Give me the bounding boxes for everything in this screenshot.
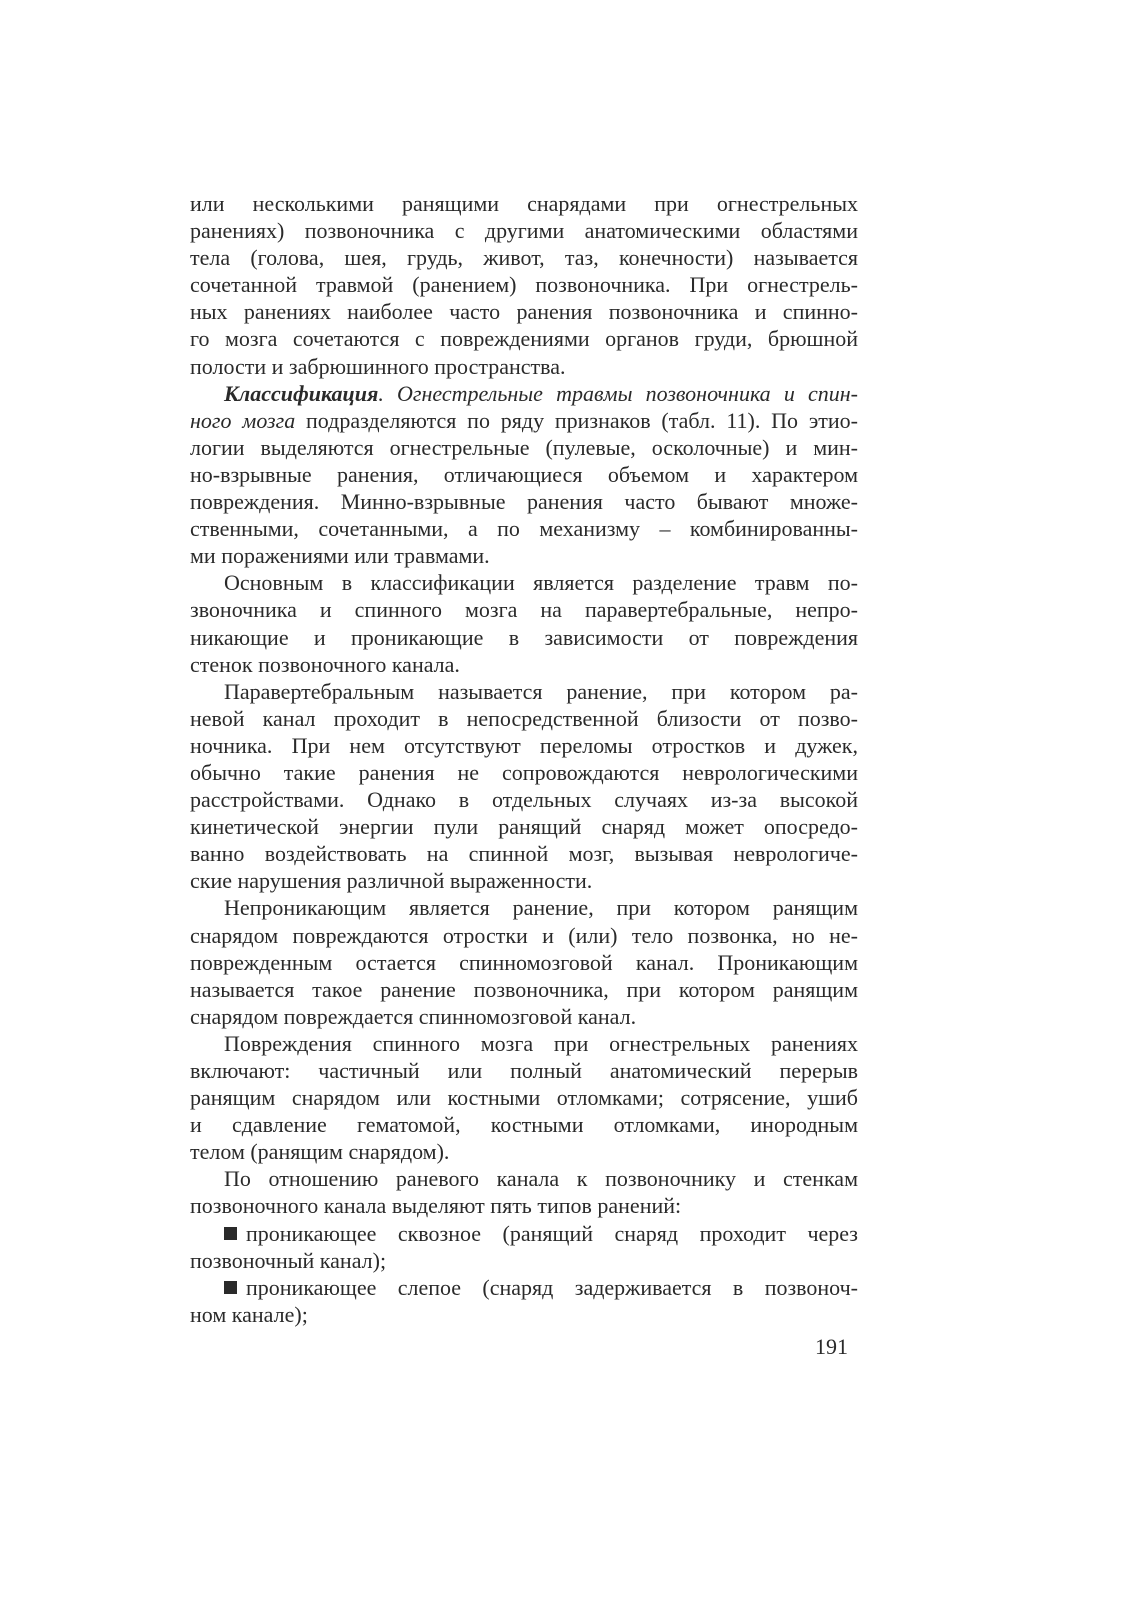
paragraph-intro xyxy=(190,190,858,380)
text-line: Основным в классификации является разделение травм по- xyxy=(224,570,858,596)
paragraph-paravertebral xyxy=(190,678,858,895)
text-line: включают: частичный или полный анатомический перерыв xyxy=(190,1058,858,1083)
classification-heading: Классификация xyxy=(224,380,379,406)
text-line xyxy=(190,407,858,434)
text-line: полости и забрюшинного пространства. xyxy=(190,353,566,379)
text-line xyxy=(190,380,858,407)
text-line: невой канал проходит в непосредственной близости от позво- xyxy=(190,705,858,731)
paragraph-spinal-cord xyxy=(190,1030,858,1165)
body-text xyxy=(190,190,858,1328)
text-line: или несколькими ранящими снарядами при огнестрельных xyxy=(190,191,858,216)
text-line: снарядом повреждаются отростки и (или) тело позвонка, но не- xyxy=(190,922,858,948)
text-line: телом (ранящим снарядом). xyxy=(190,1139,450,1165)
text-line: ранениях) позвоночника с другими анатомическими областями xyxy=(190,218,858,244)
paragraph-nonpenetrating xyxy=(190,894,858,1029)
text-line: тела (голова, шея, грудь, живот, таз, конечности) называется xyxy=(190,245,858,271)
text-line: позвоночного канала выделяют пять типов ранений: xyxy=(190,1193,682,1219)
text-line: ночника. При нем отсутствуют переломы отростков и дужек, xyxy=(190,732,858,758)
text-line: никающие и проникающие в зависимости от повреждения xyxy=(190,624,858,650)
text-line xyxy=(190,1220,858,1247)
bullet-item xyxy=(190,1220,858,1274)
text-line: ми поражениями или травмами. xyxy=(190,543,490,569)
text-line: Непроникающим является ранение, при котором ранящим xyxy=(224,895,858,921)
text-line: ванно воздействовать на спинной мозг, вызывая неврологиче- xyxy=(190,841,858,867)
text-line xyxy=(190,1274,858,1301)
text-line: и сдавление гематомой, костными отломками, инородным xyxy=(190,1112,858,1138)
text-line: ские нарушения различной выраженности. xyxy=(190,868,593,894)
text-fragment: проникающее сквозное (ранящий снаряд проходит через xyxy=(246,1220,858,1246)
text-line: звоночника и спинного мозга на паравертебральные, непро- xyxy=(190,597,858,623)
text-line: но-взрывные ранения, отличающиеся объемом и характером xyxy=(190,461,858,487)
text-line: По отношению раневого канала к позвоночнику и стенкам xyxy=(224,1166,858,1192)
text-fragment: подразделяются по ряду признаков (табл. 11). По этио- xyxy=(295,407,858,433)
text-line: снарядом повреждается спинномозговой канал. xyxy=(190,1003,637,1029)
text-line: го мозга сочетаются с повреждениями органов груди, брюшной xyxy=(190,326,858,352)
page-number: 191 xyxy=(815,1334,848,1359)
text-line: обычно такие ранения не сопровождаются неврологическими xyxy=(190,759,858,785)
text-line: повреждения. Минно-взрывные ранения часто бывают множе- xyxy=(190,489,858,515)
text-line: ственными, сочетанными, а по механизму – комбинированны- xyxy=(190,516,858,542)
classification-italic: . Огнестрельные травмы позвоночника и спин- xyxy=(378,380,858,406)
paragraph-main-classification xyxy=(190,569,858,677)
text-line: позвоночный канал); xyxy=(190,1247,387,1273)
text-line: логии выделяются огнестрельные (пулевые, осколочные) и мин- xyxy=(190,434,858,460)
text-line: называется такое ранение позвоночника, при котором ранящим xyxy=(190,976,858,1002)
bullet-item xyxy=(190,1274,858,1328)
text-fragment: проникающее слепое (снаряд задерживается в позвоноч- xyxy=(246,1274,858,1300)
classification-italic: ного мозга xyxy=(190,407,296,433)
text-line: кинетической энергии пули ранящий снаряд может опосредо- xyxy=(190,814,858,840)
text-line: ных ранениях наиболее часто ранения позвоночника и спинно- xyxy=(190,299,858,325)
paragraph-wound-types xyxy=(190,1165,858,1219)
text-line: Паравертебральным называется ранение, при котором ра- xyxy=(224,678,858,704)
text-line: ном канале); xyxy=(190,1301,308,1327)
paragraph-classification xyxy=(190,380,858,570)
text-line: расстройствами. Однако в отдельных случаях из-за высокой xyxy=(190,787,858,813)
square-bullet-icon xyxy=(224,1227,237,1240)
text-line: поврежденным остается спинномозговой канал. Проникающим xyxy=(190,949,858,975)
text-line: ранящим снарядом или костными отломками; сотрясение, ушиб xyxy=(190,1085,858,1111)
square-bullet-icon xyxy=(224,1281,237,1294)
text-line: сочетанной травмой (ранением) позвоночника. При огнестрель- xyxy=(190,272,858,298)
text-line: стенок позвоночного канала. xyxy=(190,651,460,677)
text-line: Повреждения спинного мозга при огнестрельных ранениях xyxy=(224,1030,858,1056)
